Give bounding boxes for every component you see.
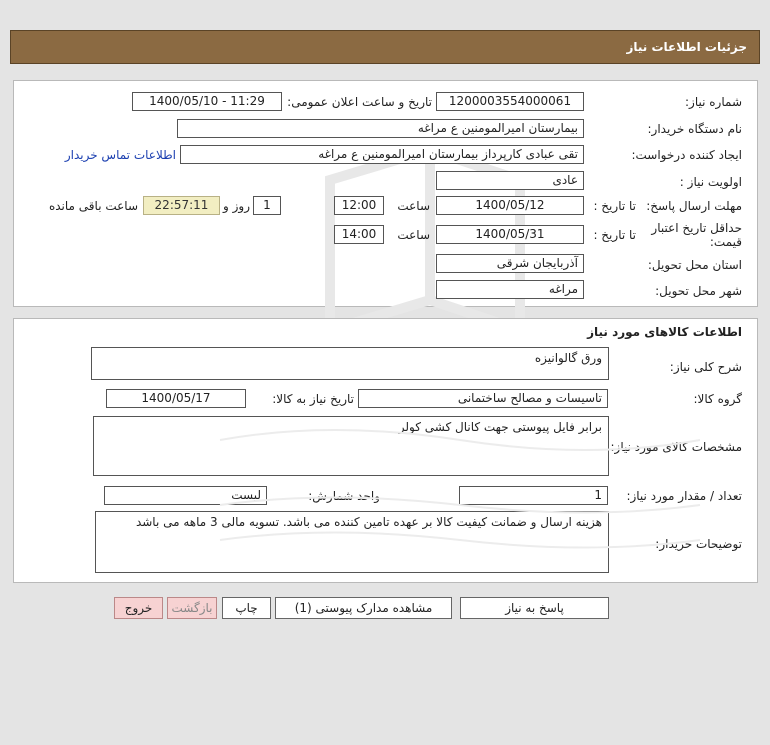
deadline-label: مهلت ارسال پاسخ: bbox=[646, 199, 742, 213]
price-validity-label-1: حداقل تاریخ اعتبار bbox=[651, 221, 742, 235]
buyer-contact-link[interactable]: اطلاعات تماس خریدار bbox=[64, 148, 176, 162]
deadline-date-field[interactable]: 1400/05/12 bbox=[436, 196, 584, 215]
price-validity-date-field[interactable]: 1400/05/31 bbox=[436, 225, 584, 244]
summary-field[interactable]: ورق گالوانیزه bbox=[91, 347, 609, 380]
province-field[interactable]: آذربایجان شرقی bbox=[436, 254, 584, 273]
buyer-notes-field[interactable]: هزینه ارسال و ضمانت کیفیت کالا بر عهده تامین کننده می باشد. تسویه مالی 3 ماهه می باشد bbox=[95, 511, 609, 573]
days-label: روز و bbox=[223, 199, 250, 213]
price-validity-label-2: قیمت: bbox=[709, 235, 742, 249]
remaining-time-field: 22:57:11 bbox=[143, 196, 220, 215]
attachments-button[interactable]: مشاهده مدارک پیوستی (1) bbox=[275, 597, 452, 619]
goods-panel-title: اطلاعات کالاهای مورد نیاز bbox=[587, 325, 742, 339]
page-header bbox=[10, 30, 760, 64]
city-label: شهر محل تحویل: bbox=[655, 284, 742, 298]
deadline-time-field[interactable]: 12:00 bbox=[334, 196, 384, 215]
remaining-label: ساعت باقی مانده bbox=[48, 199, 138, 213]
specs-label: مشخصات کالای مورد نیاز: bbox=[610, 440, 742, 454]
deadline-until-label: تا تاریخ : bbox=[593, 199, 636, 213]
page-title: جزئیات اطلاعات نیاز bbox=[626, 40, 747, 54]
buyer-org-field[interactable]: بیمارستان امیرالمومنین ع مراغه bbox=[177, 119, 584, 138]
reply-button[interactable]: پاسخ به نیاز bbox=[460, 597, 609, 619]
creator-field[interactable]: تقی عبادی کارپرداز بیمارستان امیرالمومنین ع مراغه bbox=[180, 145, 584, 164]
buyer-notes-label: توضیحات خریدار: bbox=[655, 537, 742, 551]
need-date-field[interactable]: 1400/05/17 bbox=[106, 389, 246, 408]
print-button[interactable]: چاپ bbox=[222, 597, 271, 619]
days-field[interactable]: 1 bbox=[253, 196, 281, 215]
price-validity-time-field[interactable]: 14:00 bbox=[334, 225, 384, 244]
unit-label: واحد شمارش: bbox=[308, 489, 380, 503]
creator-label: ایجاد کننده درخواست: bbox=[631, 148, 742, 162]
buyer-org-label: نام دستگاه خریدار: bbox=[647, 122, 742, 136]
announce-label: تاریخ و ساعت اعلان عمومی: bbox=[287, 95, 432, 109]
specs-field[interactable]: برابر فایل پیوستی جهت کانال کشی کولر bbox=[93, 416, 609, 476]
need-number-label: شماره نیاز: bbox=[685, 95, 742, 109]
summary-label: شرح کلی نیاز: bbox=[669, 360, 742, 374]
province-label: استان محل تحویل: bbox=[647, 258, 742, 272]
unit-field[interactable]: لیست bbox=[104, 486, 267, 505]
group-field[interactable]: تاسیسات و مصالح ساختمانی bbox=[358, 389, 608, 408]
need-info-panel bbox=[13, 80, 758, 307]
priority-label: اولویت نیاز : bbox=[679, 175, 742, 189]
priority-field[interactable]: عادی bbox=[436, 171, 584, 190]
group-label: گروه کالا: bbox=[693, 392, 742, 406]
qty-label: تعداد / مقدار مورد نیاز: bbox=[626, 489, 742, 503]
city-field[interactable]: مراغه bbox=[436, 280, 584, 299]
need-date-label: تاریخ نیاز به کالا: bbox=[272, 392, 354, 406]
back-button[interactable]: بازگشت bbox=[167, 597, 217, 619]
price-validity-until-label: تا تاریخ : bbox=[593, 228, 636, 242]
need-number-field[interactable]: 1200003554000061 bbox=[436, 92, 584, 111]
announce-field[interactable]: 1400/05/10 - 11:29 bbox=[132, 92, 282, 111]
exit-button[interactable]: خروج bbox=[114, 597, 163, 619]
deadline-time-label: ساعت bbox=[397, 199, 430, 213]
price-validity-time-label: ساعت bbox=[397, 228, 430, 242]
qty-field[interactable]: 1 bbox=[459, 486, 608, 505]
